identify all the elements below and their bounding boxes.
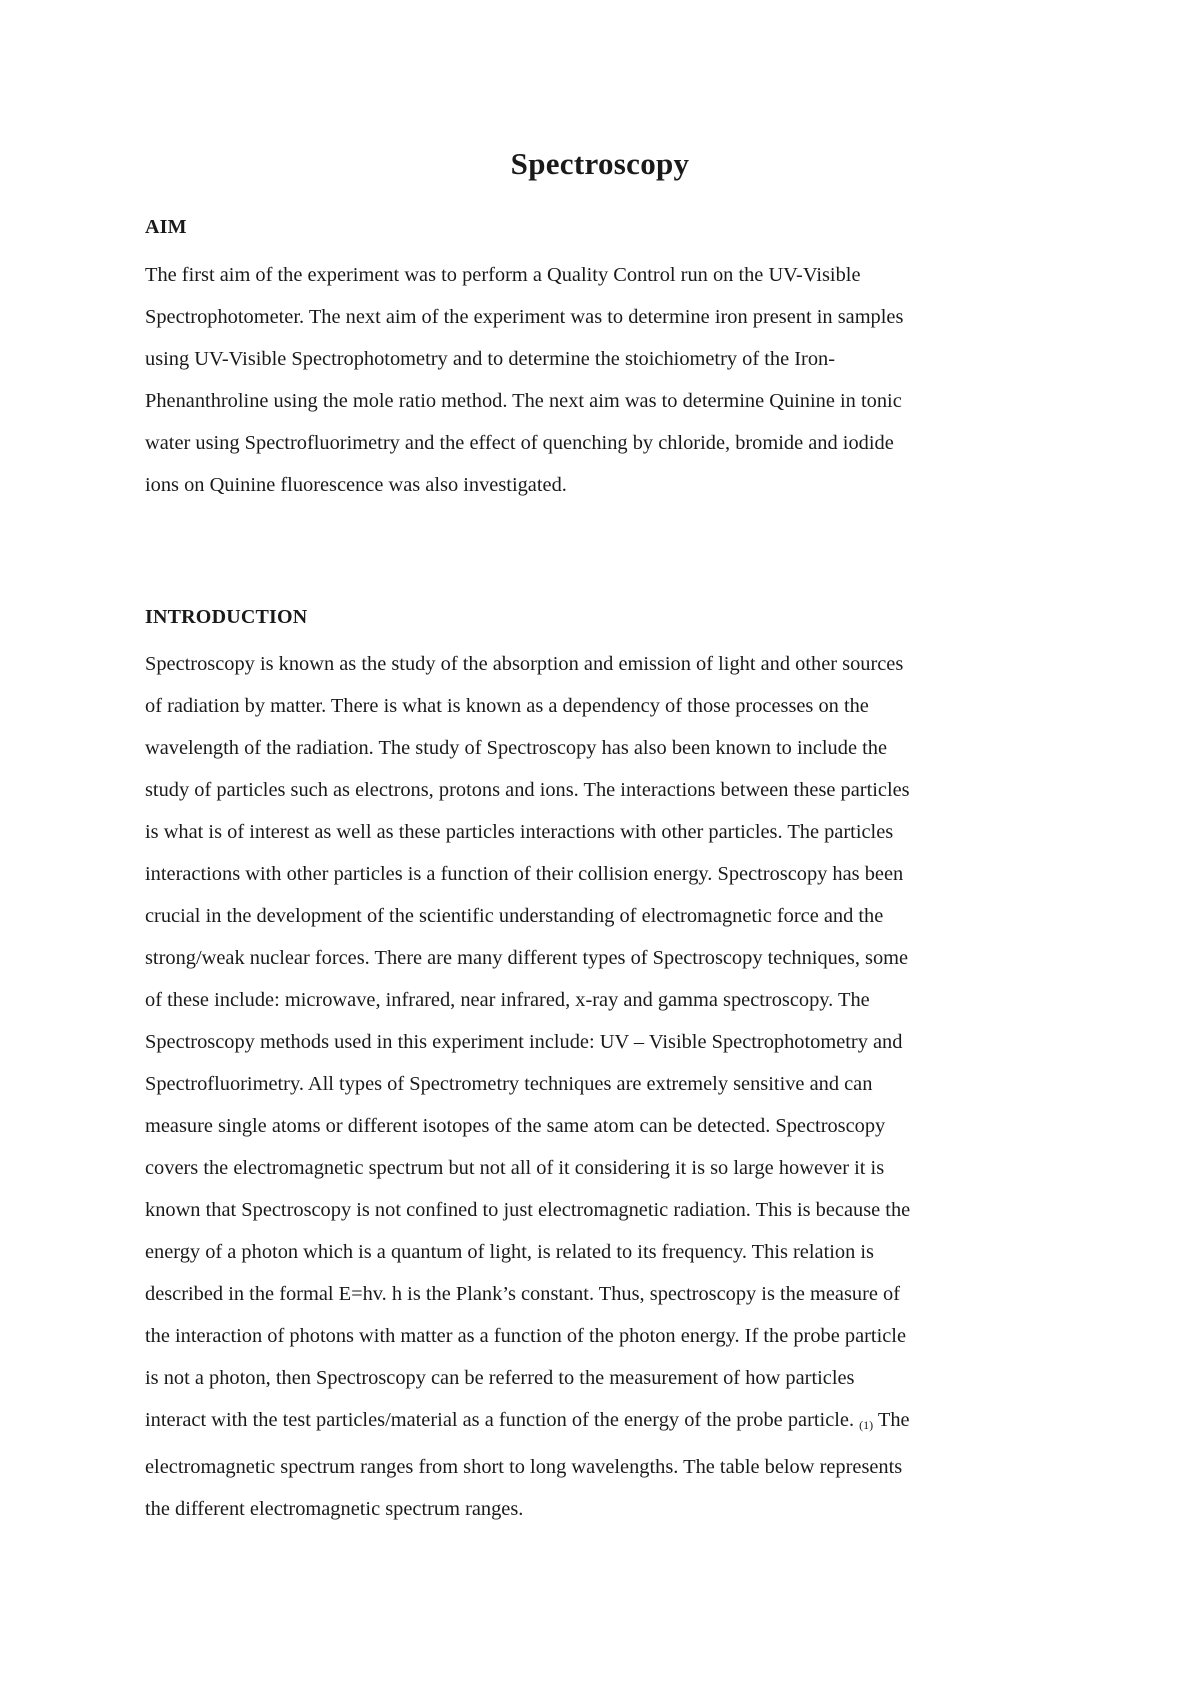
introduction-line: Spectrofluorimetry. All types of Spectrometry techniques are extremely sensitive and can — [145, 1073, 873, 1095]
introduction-line: the interaction of photons with matter as a function of the photon energy. If the probe particle — [145, 1325, 907, 1347]
introduction-line: is what is of interest as well as these particles interactions with other particles. The particles — [145, 821, 894, 843]
introduction-line-text: The — [877, 1409, 910, 1431]
introduction-line: Spectroscopy is known as the study of the absorption and emission of light and other sources — [145, 653, 904, 675]
introduction-line: crucial in the development of the scientific understanding of electromagnetic force and the — [145, 905, 884, 927]
aim-line: The first aim of the experiment was to perform a Quality Control run on the UV-Visible — [145, 264, 861, 286]
aim-line: water using Spectrofluorimetry and the effect of quenching by chloride, bromide and iodide — [145, 432, 894, 454]
aim-line: ions on Quinine fluorescence was also investigated. — [145, 474, 567, 496]
aim-paragraph — [145, 254, 1075, 506]
introduction-line: of these include: microwave, infrared, near infrared, x-ray and gamma spectroscopy. The — [145, 989, 870, 1011]
introduction-line: described in the formal E=hv. h is the Plank’s constant. Thus, spectroscopy is the measure of — [145, 1283, 901, 1305]
citation-marker: (1) — [859, 1418, 874, 1432]
document-title: Spectroscopy — [510, 146, 690, 181]
introduction-cited-line — [145, 1399, 1075, 1446]
aim-heading: AIM — [145, 216, 187, 238]
introduction-line: energy of a photon which is a quantum of light, is related to its frequency. This relation is — [145, 1241, 874, 1263]
introduction-line: study of particles such as electrons, protons and ions. The interactions between these particles — [145, 779, 910, 801]
introduction-line: is not a photon, then Spectroscopy can be referred to the measurement of how particles — [145, 1367, 855, 1389]
introduction-line: wavelength of the radiation. The study of Spectroscopy has also been known to include the — [145, 737, 887, 759]
introduction-line: known that Spectroscopy is not confined to just electromagnetic radiation. This is because the — [145, 1199, 911, 1221]
aim-line: Phenanthroline using the mole ratio method. The next aim was to determine Quinine in tonic — [145, 390, 902, 412]
introduction-line: of radiation by matter. There is what is known as a dependency of those processes on the — [145, 695, 869, 717]
aim-line: using UV-Visible Spectrophotometry and to determine the stoichiometry of the Iron- — [145, 348, 836, 370]
aim-line: Spectrophotometer. The next aim of the experiment was to determine iron present in samples — [145, 306, 904, 328]
introduction-paragraph — [145, 643, 1075, 1530]
introduction-line: measure single atoms or different isotopes of the same atom can be detected. Spectroscopy — [145, 1115, 886, 1137]
introduction-line: electromagnetic spectrum ranges from short to long wavelengths. The table below represents — [145, 1456, 903, 1478]
introduction-line: covers the electromagnetic spectrum but not all of it considering it is so large however it is — [145, 1157, 885, 1179]
introduction-heading: INTRODUCTION — [145, 606, 308, 628]
introduction-line: strong/weak nuclear forces. There are many different types of Spectroscopy techniques, some — [145, 947, 909, 969]
introduction-line-text: interact with the test particles/material as a function of the energy of the probe particle. — [145, 1409, 855, 1431]
introduction-line: interactions with other particles is a function of their collision energy. Spectroscopy has been — [145, 863, 904, 885]
introduction-line: the different electromagnetic spectrum ranges. — [145, 1498, 524, 1520]
introduction-line: Spectroscopy methods used in this experiment include: UV – Visible Spectrophotometry and — [145, 1031, 903, 1053]
